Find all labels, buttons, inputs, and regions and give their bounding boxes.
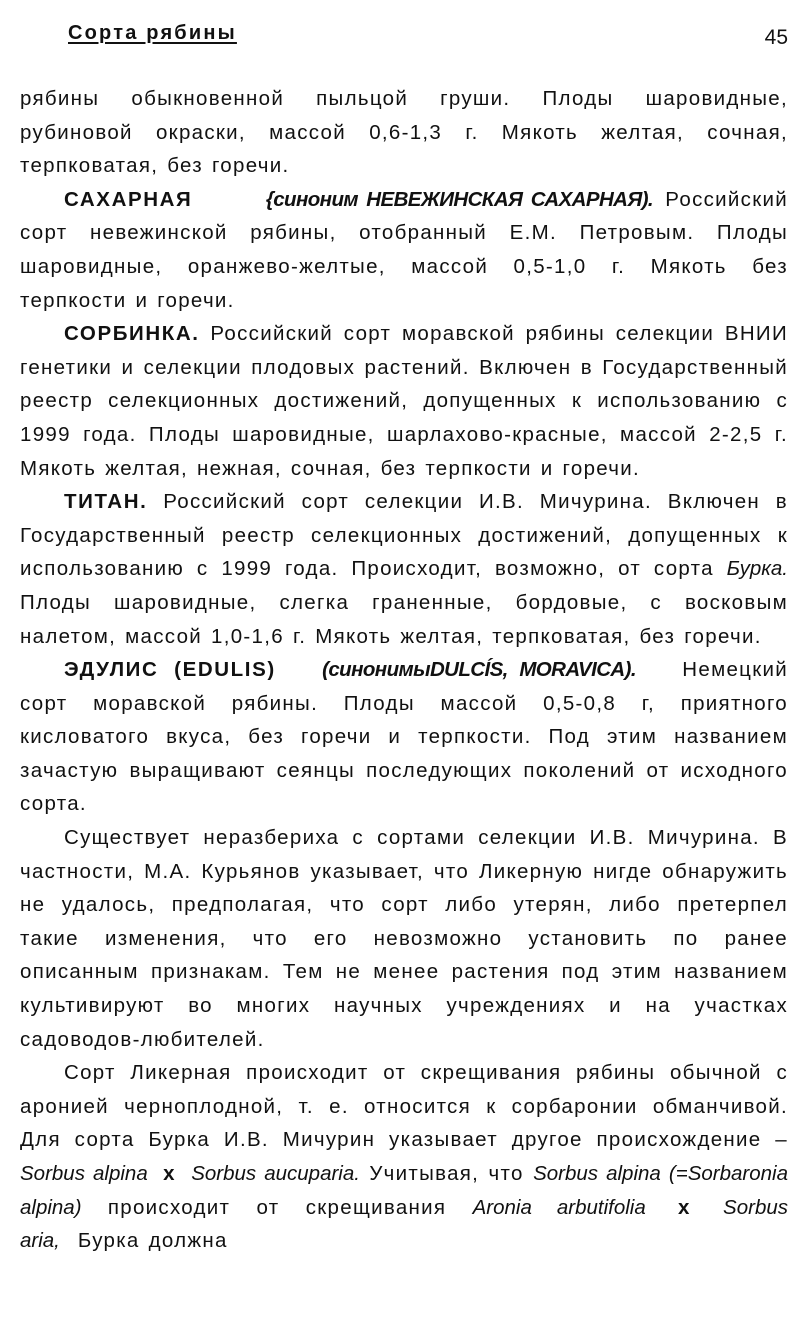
latin-name: Sorbus aria, xyxy=(20,1195,789,1253)
paragraph-likernaya-origin xyxy=(20,1056,788,1258)
paragraph-text: Немецкий сорт моравской рябины. Плоды массой 0,5-0,8 г, приятного кисловатого вкуса, без горечи и терпкости. Под этим названием зачастую выращивают сеянцы последующих поколений от исходного сорта. xyxy=(20,658,788,816)
synonym-note: (синонимыDULCÍS, MORAVICA). xyxy=(322,658,636,682)
latin-name: Sorbus aucuparia. xyxy=(191,1162,360,1185)
paragraph-text: Плоды шаровидные, слегка граненные, бордовые, с восковым налетом, массой 1,0-1,6 г. Мякоть желтая, терпковатая, без горечи. xyxy=(20,590,788,648)
cross-symbol: x xyxy=(678,1195,691,1219)
paragraph-sorbinka xyxy=(20,317,788,485)
paragraph-edulis xyxy=(20,653,788,821)
paragraph-text: Существует неразбериха с сортами селекции И.В. Мичурина. В частности, М.А. Курьянов указывает, что Ликерную нигде обнаружить не удалось, предполагая, что сорт либо утерян, либо претерпел такие изменения, что его невозможно установить по ранее описанным признакам. Тем не менее растения под этим названием культивируют во многих научных учреждениях и на участках садоводов-любителей. xyxy=(20,826,788,1051)
paragraph-text: Учитывая, что xyxy=(369,1162,524,1185)
latin-name: Sorbus alpina (=Sorbaronia alpina) xyxy=(20,1162,788,1219)
variety-name: ТИТАН. xyxy=(64,490,148,514)
variety-name: СОРБИНКА. xyxy=(64,322,200,346)
paragraph-text: рябины обыкновенной пыльцой груши. Плоды шаровидные, рубиновой окраски, массой 0,6-1,3 г. Мякоть желтая, сочная, терпковатая, без горечи. xyxy=(20,87,788,178)
paragraph-saharnaya xyxy=(20,183,788,317)
latin-name: Aronia arbutifolia xyxy=(472,1195,646,1219)
page-body xyxy=(20,82,788,1258)
paragraph-michurin-confusion xyxy=(20,821,788,1056)
page-number: 45 xyxy=(764,26,788,49)
cross-symbol: x xyxy=(163,1162,176,1185)
latin-name: Sorbus alpina xyxy=(20,1162,148,1185)
paragraph-text: Сорт Ликерная происходит от скрещивания рябины обычной с аронией черноплодной, т. е. относится к сорбаронии обманчивой. Для сорта Бурка И.В. Мичурин указывает другое происхождение – xyxy=(20,1061,788,1152)
variety-reference: Бурка. xyxy=(726,557,788,581)
paragraph-text: Бурка должна xyxy=(77,1229,228,1253)
paragraph-text: Российский сорт селекции И.В. Мичурина. Включен в Государственный реестр селекционных достижений, допущенных к использованию с 1999 года. Происходит, возможно, от сорта xyxy=(20,490,788,581)
paragraph-titan xyxy=(20,485,788,653)
synonym-note: {синоним НЕВЕЖИНСКАЯ САХАРНАЯ). xyxy=(265,187,654,211)
variety-name: ЭДУЛИС (EDULIS) xyxy=(64,658,276,682)
paragraph-text: Российский сорт невежинской рябины, отобранный Е.М. Петровым. Плоды шаровидные, оранжево-желтые, массой 0,5-1,0 г. Мякоть без терпкости и горечи. xyxy=(20,187,788,312)
running-title: Сорта рябины xyxy=(68,22,237,44)
paragraph-text: происходит от скрещивания xyxy=(107,1195,447,1219)
variety-name: САХАРНАЯ xyxy=(64,187,193,211)
page-header xyxy=(68,22,788,52)
paragraph-continuation xyxy=(20,82,788,183)
paragraph-text: Российский сорт моравской рябины селекции ВНИИ генетики и селекции плодовых растений. Включен в Государственный реестр селекционных достижений, допущенных к использованию с 1999 года. Плоды шаровидные, шарлахово-красные, массой 2-2,5 г. Мякоть желтая, нежная, сочная, без терпкости и горечи. xyxy=(20,322,788,480)
